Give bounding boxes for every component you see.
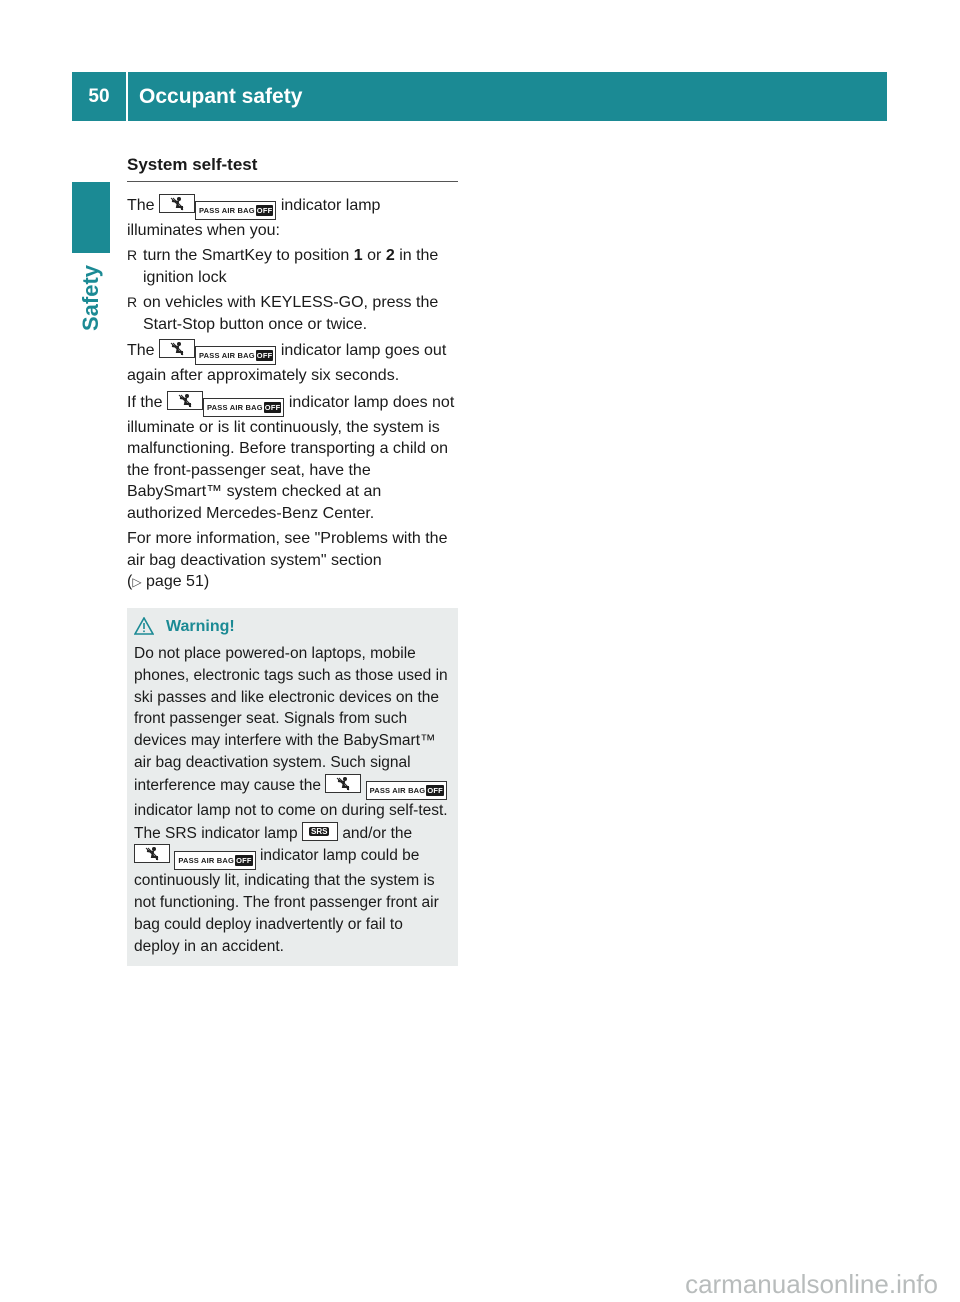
warning-triangle-icon: [134, 617, 154, 635]
page-title: Occupant safety: [139, 84, 303, 108]
page-reference-arrow-icon: ▷: [132, 575, 142, 589]
pass-air-bag-off-icon: PASS AIR BAG OFF: [174, 851, 255, 870]
paragraph-lamp-goes-out: The PASS AIR BAG OFF indicator lamp goes out again after approximately six seconds.: [127, 339, 458, 387]
warning-text: Do not place powered-on laptops, mobile phones, electronic tags such as those used in ski passes and like electronic devices on the front passenger seat. Signals from such devices may interfere with the BabySmart™ air bag deactivation system. Such signal interference may cause the PASS AIR BAG OFF indicator lamp not to come on during self-test. The SRS indicator lamp SRS and/or the PASS AIR BAG OFF indicator lamp could be continuously lit, indicating that the system is not functioning. The front passenger front air bag could deploy inadvertently or fail to deploy in an accident.: [134, 645, 448, 955]
list-item: R turn the SmartKey to position 1 or 2 in the ignition lock: [127, 247, 439, 286]
warning-box: [127, 608, 458, 966]
section-heading: System self-test: [127, 152, 458, 182]
watermark: carmanualsonline.info: [685, 1269, 938, 1299]
warning-title: Warning!: [134, 616, 451, 638]
paragraph-more-info: For more information, see "Problems with the air bag deactivation system" section (▷ page 51): [127, 530, 448, 590]
side-tab-marker: [72, 182, 110, 253]
main-content: [127, 152, 458, 966]
page-number: 50: [88, 85, 110, 107]
bullet-marker: R: [127, 247, 138, 263]
pass-air-bag-off-icon: PASS AIR BAG OFF: [195, 201, 276, 220]
passenger-seat-person-icon: [159, 339, 195, 358]
srs-indicator-icon: SRS: [302, 822, 338, 841]
side-section-label: Safety: [78, 264, 104, 332]
passenger-seat-person-icon: [325, 774, 361, 793]
paragraph-self-test-intro: The PASS AIR BAG OFF indicator lamp illuminates when you:: [127, 194, 458, 242]
header-divider: [126, 72, 128, 121]
self-test-conditions-list: [127, 245, 458, 335]
paragraph-malfunction: If the PASS AIR BAG OFF indicator lamp does not illuminate or is lit continuously, the system is malfunctioning. Before transporting a child on the front-passenger seat, have the BabySmart™ system checked at an authorized Mercedes-Benz Center.: [127, 391, 458, 525]
passenger-seat-person-icon: [134, 844, 170, 863]
passenger-seat-person-icon: [159, 194, 195, 213]
bullet-marker: R: [127, 294, 138, 310]
page-reference-link[interactable]: page 51): [146, 573, 210, 590]
list-item: R on vehicles with KEYLESS-GO, press the Start-Stop button once or twice.: [127, 294, 439, 333]
pass-air-bag-off-icon: PASS AIR BAG OFF: [366, 781, 447, 800]
pass-air-bag-off-icon: PASS AIR BAG OFF: [195, 346, 276, 365]
passenger-seat-person-icon: [167, 391, 203, 410]
pass-air-bag-off-icon: PASS AIR BAG OFF: [203, 398, 284, 417]
